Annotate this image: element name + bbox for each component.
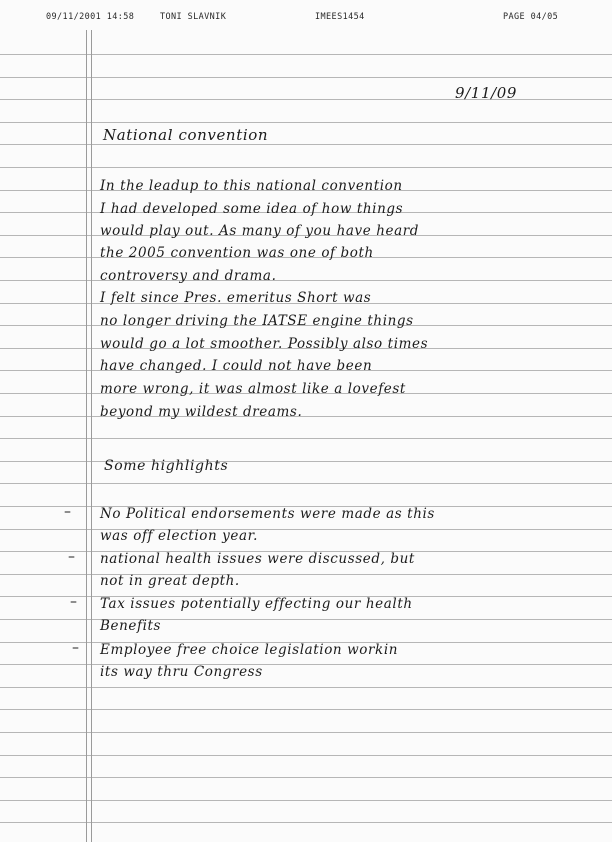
- paragraph1-line: controversy and drama.: [100, 268, 277, 284]
- note-heading: National convention: [103, 126, 269, 144]
- paragraph1-line: would play out. As many of you have heard: [100, 223, 420, 239]
- highlight-line: its way thru Congress: [100, 664, 263, 680]
- margin-line: [86, 30, 87, 842]
- bullet-dash: –: [70, 594, 77, 610]
- margin-line: [91, 30, 92, 842]
- paragraph2-line: would go a lot smoother. Possibly also times: [100, 336, 429, 352]
- bullet-dash: –: [64, 504, 71, 520]
- highlight-line: Employee free choice legislation workin: [100, 642, 399, 658]
- bullet-dash: –: [68, 549, 75, 565]
- bullet-dash: –: [72, 640, 79, 656]
- paragraph2-line: I felt since Pres. emeritus Short was: [100, 290, 372, 306]
- paragraph1-line: I had developed some idea of how things: [100, 201, 404, 217]
- fax-id: IMEES1454: [315, 12, 365, 22]
- highlight-line: not in great depth.: [100, 573, 240, 589]
- paragraph2-line: no longer driving the IATSE engine things: [100, 313, 414, 329]
- paragraph2-line: beyond my wildest dreams.: [100, 404, 303, 420]
- paragraph2-line: more wrong, it was almost like a lovefest: [100, 381, 406, 397]
- highlights-heading: Some highlights: [104, 458, 229, 474]
- paragraph1-line: In the leadup to this national convention: [100, 178, 403, 194]
- fax-header: [0, 12, 612, 26]
- fax-datetime: 09/11/2001 14:58: [46, 12, 135, 22]
- paragraph2-line: have changed. I could not have been: [100, 358, 373, 374]
- highlight-line: Tax issues potentially effecting our health: [100, 596, 413, 612]
- highlight-line: was off election year.: [100, 528, 259, 544]
- note-date: 9/11/09: [455, 84, 518, 102]
- highlight-line: Benefits: [100, 618, 162, 634]
- fax-sender: TONI SLAVNIK: [160, 12, 227, 22]
- lined-paper: [0, 30, 612, 842]
- highlight-line: national health issues were discussed, but: [100, 551, 415, 567]
- fax-page-number: PAGE 04/05: [503, 12, 559, 22]
- paragraph1-line: the 2005 convention was one of both: [100, 245, 374, 261]
- highlight-line: No Political endorsements were made as this: [100, 506, 435, 522]
